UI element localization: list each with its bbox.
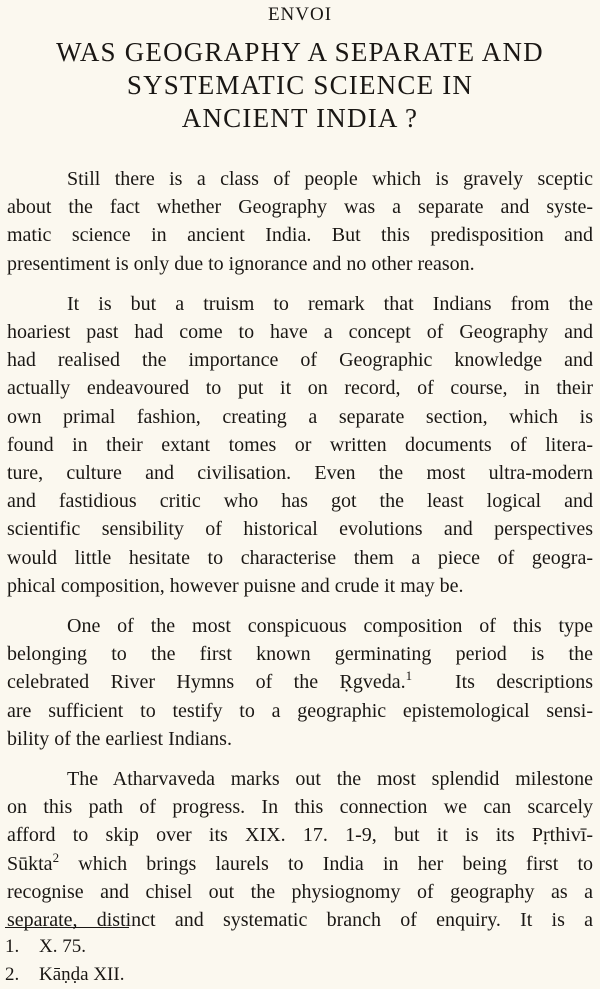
paragraph-3 <box>7 612 593 753</box>
text-line: separate, distinct and systematic branch of enquiry. It is a <box>7 909 593 932</box>
text-line: phical composition, however puisne and crude it may be. <box>7 574 464 597</box>
text-line: One of the most conspicuous composition of this type <box>67 615 593 638</box>
text-line: scientific sensibility of historical evolutions and perspectives <box>7 518 593 541</box>
text-line: afford to skip over its XIX. 17. 1-9, but it is its Pṛthivī- <box>7 824 593 847</box>
text-run: celebrated River Hymns of the Ṛgveda. <box>7 671 406 694</box>
text-line: Still there is a class of people which is gravely sceptic <box>67 168 593 190</box>
text-run: Its descriptions <box>454 671 594 694</box>
text-line: The Atharvaveda marks out the most splendid milestone <box>67 768 593 791</box>
chapter-title <box>0 36 600 135</box>
text-line: hoariest past had come to have a concept of Geography and <box>7 321 593 344</box>
text-line: recognise and chisel out the physiognomy of geography as a <box>7 880 593 903</box>
text-line: on this path of progress. In this connection we can scarcely <box>7 796 593 819</box>
footnote-2 <box>5 961 124 989</box>
text-line: are sufficient to testify to a geographic epistemological sensi- <box>7 699 593 722</box>
text-line: had realised the importance of Geographic knowledge and <box>7 349 593 372</box>
text-line <box>7 850 593 878</box>
text-line: actually endeavoured to put it on record, of course, in their <box>7 377 593 400</box>
footnote-text: X. 75. <box>39 936 86 957</box>
text-line: belonging to the first known germinating period is the <box>7 643 593 666</box>
text-line: matic science in ancient India. But this predisposition and <box>7 224 593 247</box>
footnote-ref-1[interactable]: 1 <box>405 668 413 684</box>
title-line: SYSTEMATIC SCIENCE IN <box>126 70 474 100</box>
text-run: which brings laurels to India in her being first to <box>78 852 594 875</box>
text-line: about the fact whether Geography was a separate and syste- <box>7 196 593 219</box>
footnote-number: 2. <box>5 964 20 985</box>
footnote-number: 1. <box>5 936 20 957</box>
paragraph-2 <box>7 290 593 600</box>
text-run: Sūkta <box>7 852 53 875</box>
footnotes <box>5 933 124 989</box>
body-text <box>7 165 593 934</box>
text-line: bility of the earliest Indians. <box>7 727 232 750</box>
text-line: It is but a truism to remark that Indians from the <box>67 292 593 315</box>
footnote-text: Kāṇḍa XII. <box>39 964 125 985</box>
text-line <box>7 668 593 696</box>
paragraph-1 <box>7 165 593 278</box>
text-line: found in their extant tomes or written documents of litera- <box>7 433 593 456</box>
text-line: ture, culture and civilisation. Even the most ultra-modern <box>7 462 593 485</box>
footnote-rule <box>5 927 129 928</box>
footnote-1 <box>5 933 124 961</box>
text-line: presentiment is only due to ignorance and no other reason. <box>7 252 475 275</box>
text-line: and fastidious critic who has got the least logical and <box>7 490 593 513</box>
paragraph-4 <box>7 765 593 934</box>
footnote-ref-2[interactable]: 2 <box>52 849 60 865</box>
text-line: own primal fashion, creating a separate section, which is <box>7 405 593 428</box>
text-line: would little hesitate to characterise them a piece of geogra- <box>7 546 593 569</box>
title-line: ANCIENT INDIA ? <box>181 103 419 133</box>
title-line: WAS GEOGRAPHY A SEPARATE AND <box>56 37 544 67</box>
running-head: ENVOI <box>267 4 333 25</box>
